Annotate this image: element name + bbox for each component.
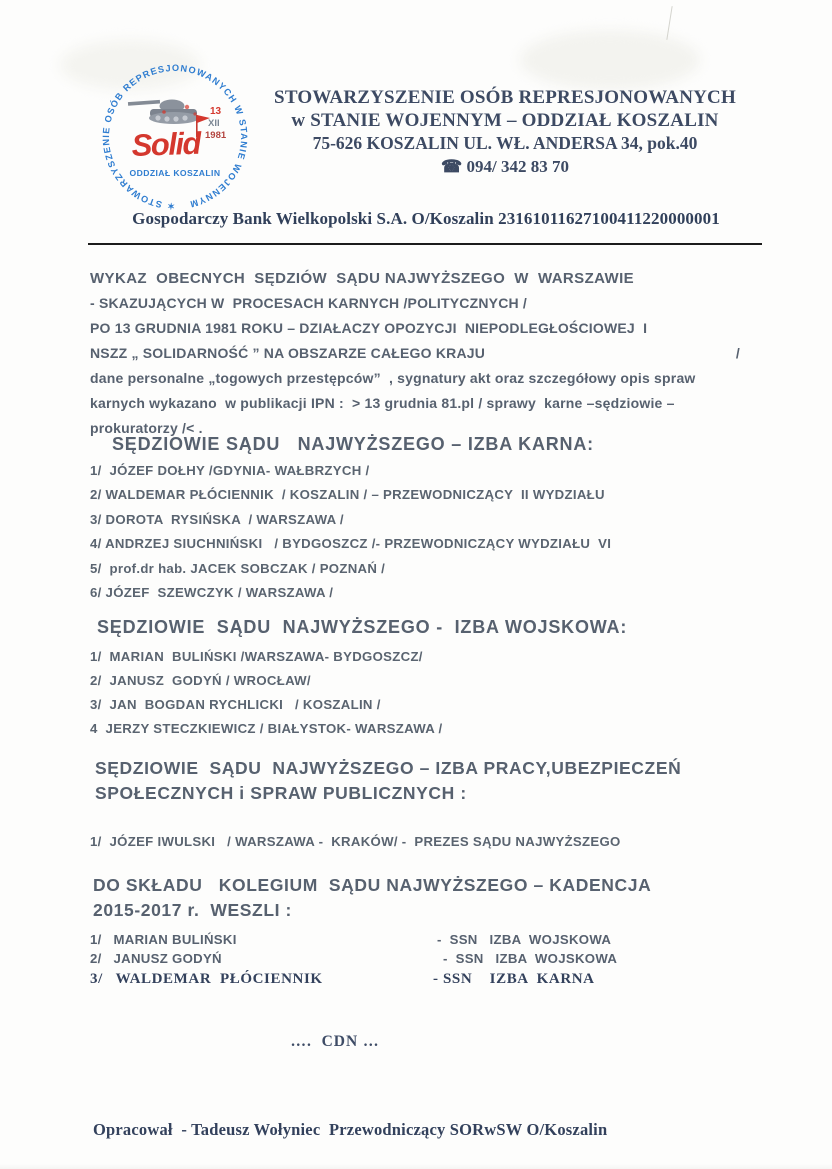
judge-list-item: 2/ JANUSZ GODYŃ / WROCŁAW/: [90, 673, 311, 688]
member-role: - SSN IZBA KARNA: [433, 970, 595, 987]
kolegium-title: [93, 873, 733, 922]
judge-list-item: 3/ DOROTA RYSIŃSKA / WARSZAWA /: [90, 511, 344, 527]
kolegium-title-line: 2015-2017 r. WESZLI :: [93, 899, 292, 920]
judge-list-item: 5/ prof.dr hab. JACEK SOBCZAK / POZNAŃ /: [90, 560, 386, 576]
section-title-line: SPOŁECZNYCH i SPRAW PUBLICZNYCH :: [95, 782, 467, 803]
scan-smudge: [520, 30, 700, 90]
tank-icon: [128, 100, 199, 125]
scan-scratch-line: [666, 6, 672, 40]
horizontal-rule: [88, 243, 762, 245]
org-address: 75-626 KOSZALIN UL. WŁ. ANDERSA 34, pok.40: [312, 133, 698, 153]
judge-list-item: 1/ JÓZEF DOŁHY /GDYNIA- WAŁBRZYCH /: [90, 463, 370, 478]
org-phone-number: 094/ 342 83 70: [462, 157, 569, 176]
stamp-date-1981: 1981: [205, 130, 227, 141]
org-phone-line: [250, 155, 760, 178]
member-name: 2/ JANUSZ GODYŃ: [90, 951, 222, 967]
org-name-line1: STOWARZYSZENIE OSÓB REPRESJONOWANYCH: [274, 87, 736, 108]
judge-list-item: 2/ WALDEMAR PŁÓCIENNIK / KOSZALIN / – PRZEWODNICZĄCY II WYDZIAŁU: [90, 487, 605, 503]
judge-list-item: 3/ JAN BOGDAN RYCHLICKI / KOSZALIN /: [90, 697, 381, 712]
stamp-svg: [92, 57, 258, 217]
judge-list-izba-karna: [90, 459, 611, 605]
bank-account-line: Gospodarczy Bank Wielkopolski S.A. O/Koszalin 23161011627100411220000001: [132, 209, 720, 228]
cdn-continuation-mark: …. CDN …: [290, 1033, 380, 1050]
stamp-date-xii: XII: [208, 118, 220, 129]
right-margin-slash: /: [735, 345, 740, 361]
kolegium-row: [90, 932, 690, 951]
kolegium-title-line: DO SKŁADU KOLEGIUM SĄDU NAJWYŻSZEGO – KADENCJA: [93, 875, 652, 895]
page-edge-shadow: [0, 1164, 832, 1169]
judge-list-izba-wojskowa: [90, 645, 443, 741]
intro-line: WYKAZ OBECNYCH SĘDZIÓW SĄDU NAJWYŻSZEGO W WARSZAWIE: [90, 270, 635, 287]
intro-line: [90, 341, 758, 366]
judge-list-item: 4 JERZY STECZKIEWICZ / BIAŁYSTOK- WARSZAWA /: [90, 721, 443, 736]
org-name-line2: w STANIE WOJENNYM – ODDZIAŁ KOSZALIN: [291, 110, 719, 131]
intro-line: dane personalne „togowych przestępców” , sygnatury akt oraz szczegółowy opis spraw: [90, 370, 696, 386]
association-stamp-logo: [92, 57, 258, 217]
judge-list-item: 1/ JÓZEF IWULSKI / WARSZAWA - KRAKÓW/ - PREZES SĄDU NAJWYŻSZEGO: [90, 834, 621, 849]
member-name: 3/ WALDEMAR PŁÓCIENNIK: [90, 970, 323, 987]
section-title-izba-karna: SĘDZIOWIE SĄDU NAJWYŻSZEGO – IZBA KARNA:: [112, 434, 594, 454]
judge-list-item: 6/ JÓZEF SZEWCZYK / WARSZAWA /: [90, 585, 334, 601]
intro-line: prokuratorzy /< .: [90, 420, 203, 436]
intro-line: PO 13 GRUDNIA 1981 ROKU – DZIAŁACZY OPOZYCJI NIEPODLEGŁOŚCIOWEJ I: [90, 320, 648, 336]
member-role: - SSN IZBA WOJSKOWA: [437, 932, 612, 947]
page-edge-shadow: [826, 0, 832, 1169]
judge-list-item: 4/ ANDRZEJ SIUCHNIŃSKI / BYDGOSZCZ /- PRZEWODNICZĄCY WYDZIAŁU VI: [90, 536, 612, 552]
intro-line: - SKAZUJĄCYCH W PROCESACH KARNYCH /POLITYCZNYCH /: [90, 295, 528, 311]
intro-line: karnych wykazano w publikacji IPN : > 13 grudnia 81.pl / sprawy karne –sędziowie –: [90, 395, 675, 411]
kolegium-row: [90, 951, 690, 970]
section-title-line: SĘDZIOWIE SĄDU NAJWYŻSZEGO – IZBA PRACY,UBEZPIECZEŃ: [95, 758, 682, 778]
kolegium-member-list: [90, 932, 690, 990]
section-title-izba-pracy: [95, 756, 725, 805]
letterhead: [250, 86, 760, 178]
author-credit-line: Opracował - Tadeusz Wołyniec Przewodniczący SORwSW O/Koszalin: [93, 1120, 608, 1139]
phone-icon: ☎: [441, 157, 463, 176]
intro-line-text: NSZZ „ SOLIDARNOŚĆ ” NA OBSZARZE CAŁEGO KRAJU: [90, 345, 486, 361]
stamp-branch-label: ODDZIAŁ KOSZALIN: [129, 168, 221, 178]
judge-list-izba-pracy: [90, 830, 621, 854]
solidarity-logotype: Solid: [131, 125, 201, 163]
section-title-izba-wojskowa: SĘDZIOWIE SĄDU NAJWYŻSZEGO - IZBA WOJSKOWA:: [97, 617, 628, 637]
intro-paragraph: [90, 266, 758, 441]
stamp-ring-text: ✶ STOWARZYSZENIE OSÓB REPRESJONOWANYCH W STANIE WOJENNYM: [100, 62, 250, 212]
member-name: 1/ MARIAN BULIŃSKI: [90, 932, 237, 947]
member-role: - SSN IZBA WOJSKOWA: [443, 951, 618, 967]
stamp-date-13: 13: [210, 106, 222, 117]
kolegium-row: [90, 971, 690, 990]
judge-list-item: 1/ MARIAN BULIŃSKI /WARSZAWA- BYDGOSZCZ/: [90, 649, 423, 664]
